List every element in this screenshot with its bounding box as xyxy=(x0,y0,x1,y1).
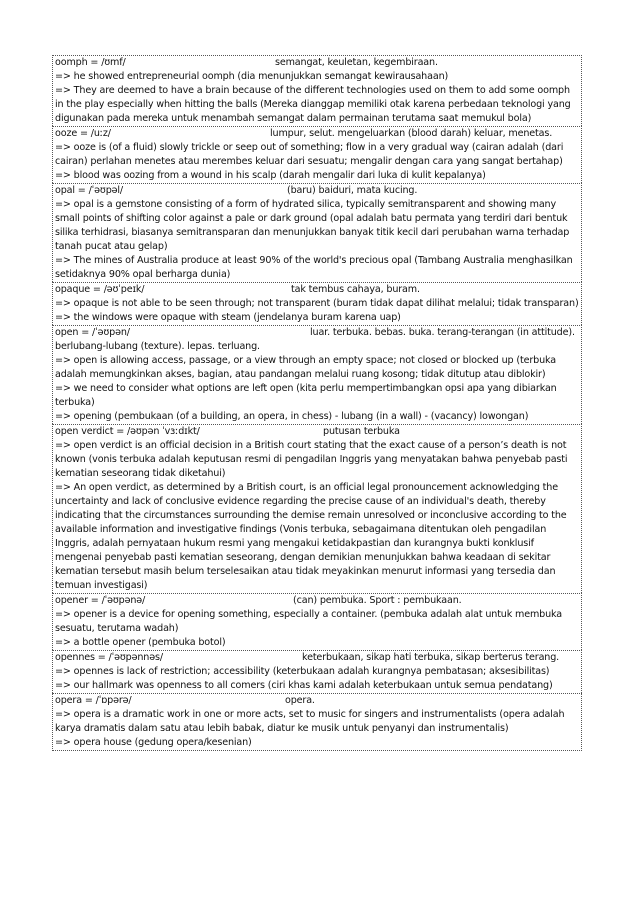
entry-gloss: lumpur, selut. mengeluarkan (blood darah) keluar, menetas. xyxy=(270,128,553,139)
entry-gloss: opera. xyxy=(285,695,315,706)
entry-headline xyxy=(55,651,579,665)
entry-headline xyxy=(55,283,579,297)
entry-line: berlubang-lubang (texture). lepas. terluang. xyxy=(55,341,260,352)
dictionary-entry xyxy=(52,282,582,325)
entry-term: opennes = /ˈəʊpənnəs/ xyxy=(55,652,163,663)
dictionary-entry xyxy=(52,55,582,126)
entry-term: open verdict = /əʊpən ˈvɜːdɪkt/ xyxy=(55,426,200,437)
entry-term: opaque = /əʊˈpeɪk/ xyxy=(55,284,145,295)
entry-term: open = /ˈəʊpən/ xyxy=(55,327,130,338)
entry-gloss: putusan terbuka xyxy=(323,426,400,437)
entry-headline xyxy=(55,694,579,708)
entry-headline xyxy=(55,184,579,198)
entry-headline xyxy=(55,56,579,70)
entry-line: => The mines of Australia produce at least 90% of the world's precious opal (Tambang Australia menghasilkan setidaknya 90% opal berharga dunia) xyxy=(55,255,573,280)
entry-line: => An open verdict, as determined by a British court, is an official legal pronouncement acknowledging the uncertainty and lack of conclusive evidence regarding the precise cause of an individual's death, thereby indicating that the circumstances surrounding the demise remain unresolved or inconclusive according to the available information and investigative findings (Vonis terbuka, sebagaimana ditentukan oleh pengadilan Inggris, adalah pernyataan hukum resmi yang mengakui ketidakpastian dan kurangnya bukti konklusif mengenai penyebab pasti kematian seseorang, dengan demikian menunjukkan bahwa keadaan di sekitar kematian tersebut masih belum terselesaikan atau tidak meyakinkan menurut informasi yang tersedia dan temuan investigasi) xyxy=(55,482,567,591)
entry-term: opener = /ˈəʊpənə/ xyxy=(55,595,146,606)
entry-line: => we need to consider what options are left open (kita perlu mempertimbangkan opsi apa yang dibiarkan terbuka) xyxy=(55,383,557,408)
entry-line: => the windows were opaque with steam (jendelanya buram karena uap) xyxy=(55,312,401,323)
entry-headline xyxy=(55,127,579,141)
entry-gloss: tak tembus cahaya, buram. xyxy=(291,284,420,295)
entry-line: => opal is a gemstone consisting of a form of hydrated silica, typically semitransparent and showing many small points of shifting color against a pale or dark ground (opal adalah batu permata yang terdiri dari bentuk silika terhidrasi, biasanya semitransparan dan menunjukkan banyak titik kecil dari perubahan warna terhadap tanah pucat atau gelap) xyxy=(55,199,570,252)
dictionary-entry xyxy=(52,650,582,693)
entry-line: => a bottle opener (pembuka botol) xyxy=(55,637,226,648)
entry-term: opera = /ˈɒpərə/ xyxy=(55,695,132,706)
entry-term: ooze = /uːz/ xyxy=(55,128,111,139)
entry-line: => blood was oozing from a wound in his scalp (darah mengalir dari luka di kulit kepalanya) xyxy=(55,170,486,181)
dictionary-entry xyxy=(52,593,582,650)
entry-line: => open is allowing access, passage, or a view through an empty space; not closed or blocked up (terbuka adalah memungkinkan akses, bagian, atau pandangan melalui ruang kosong; tidak ditutup atau diblokir) xyxy=(55,355,556,380)
entry-gloss: semangat, keuletan, kegembiraan. xyxy=(275,57,438,68)
entry-line: => opera house (gedung opera/kesenian) xyxy=(55,737,252,748)
entry-gloss: (baru) baiduri, mata kucing. xyxy=(287,185,418,196)
entry-line: => They are deemed to have a brain because of the different technologies used on them to add some oomph in the play especially when hitting the balls (Mereka dianggap memiliki otak karena perbedaan teknologi yang digunakan pada mereka untuk menambah semangat dalam permainan terutama saat memukul bola) xyxy=(55,85,571,124)
dictionary-entry xyxy=(52,693,582,751)
vocabulary-entries xyxy=(52,55,582,751)
entry-line: => he showed entrepreneurial oomph (dia menunjukkan semangat kewirausahaan) xyxy=(55,71,449,82)
entry-headline xyxy=(55,425,579,439)
entry-line: => opening (pembukaan (of a building, an opera, in chess) - lubang (in a wall) - (vacancy) lowongan) xyxy=(55,411,529,422)
entry-line: => open verdict is an official decision in a British court stating that the exact cause of a person’s death is not known (vonis terbuka adalah keputusan resmi di pengadilan Inggris yang menyatakan bahwa penyebab pasti kematian seseorang tidak diketahui) xyxy=(55,440,568,479)
entry-gloss: keterbukaan, sikap hati terbuka, sikap berterus terang. xyxy=(302,652,560,663)
entry-gloss: luar. terbuka. bebas. buka. terang-terangan (in attitude). xyxy=(310,327,575,338)
dictionary-entry xyxy=(52,183,582,282)
entry-line: => opennes is lack of restriction; accessibility (keterbukaan adalah kurangnya pembatasan; aksesibilitas) xyxy=(55,666,550,677)
entry-term: oomph = /ʊmf/ xyxy=(55,57,126,68)
entry-line: => our hallmark was openness to all comers (ciri khas kami adalah keterbukaan untuk semua pendatang) xyxy=(55,680,553,691)
entry-headline xyxy=(55,594,579,608)
dictionary-entry xyxy=(52,325,582,424)
entry-line: => opaque is not able to be seen through; not transparent (buram tidak dapat dilihat melalui; tidak transparan) xyxy=(55,298,579,309)
entry-line: => opener is a device for opening something, especially a container. (pembuka adalah alat untuk membuka sesuatu, terutama wadah) xyxy=(55,609,563,634)
dictionary-entry xyxy=(52,126,582,183)
entry-line: => opera is a dramatic work in one or more acts, set to music for singers and instrumentalists (opera adalah karya dramatis dalam satu atau lebih babak, diatur ke musik untuk penyanyi dan instrumentalis) xyxy=(55,709,565,734)
entry-headline xyxy=(55,326,579,340)
dictionary-entry xyxy=(52,424,582,593)
entry-term: opal = /ˈəʊpəl/ xyxy=(55,185,123,196)
entry-line: => ooze is (of a fluid) slowly trickle or seep out of something; flow in a very gradual way (cairan adalah (dari cairan) perlahan menetes atau merembes keluar dari sesuatu; mengalir dengan cara yang sangat bertahap) xyxy=(55,142,564,167)
entry-gloss: (can) pembuka. Sport : pembukaan. xyxy=(293,595,462,606)
